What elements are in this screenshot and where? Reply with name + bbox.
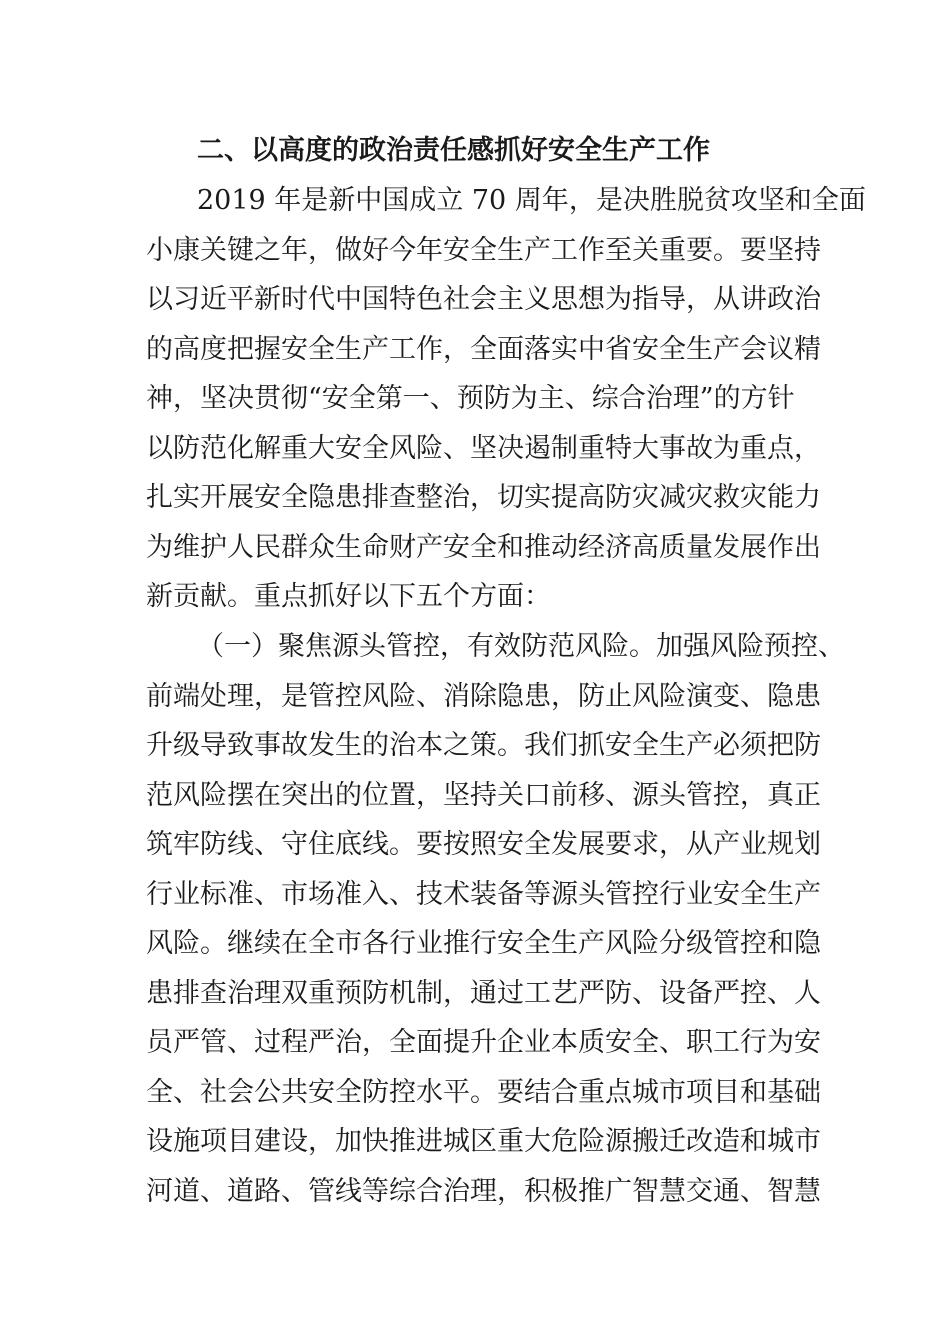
paragraph-1-line: 小康关键之年，做好今年安全生产工作至关重要。要坚持 xyxy=(146,235,821,266)
paragraph-1-line: 新贡献。重点抓好以下五个方面： xyxy=(146,581,551,612)
paragraph-2-line: （一）聚焦源头管控，有效防范风险。加强风险预控、 xyxy=(197,631,845,662)
paragraph-2-line: 河道、道路、管线等综合治理，积极推广智慧交通、智慧 xyxy=(146,1176,821,1207)
paragraph-2-line: 行业标准、市场准入、技术装备等源头管控行业安全生产 xyxy=(146,879,821,910)
section-heading: 二、以高度的政治责任感抓好安全生产工作 xyxy=(197,135,710,166)
paragraph-1-line: 扎实开展安全隐患排查整治，切实提高防灾减灾救灾能力 xyxy=(146,482,821,513)
paragraph-2-line: 风险。继续在全市各行业推行安全生产风险分级管控和隐 xyxy=(146,928,821,959)
paragraph-2-line: 范风险摆在突出的位置，坚持关口前移、源头管控，真正 xyxy=(146,780,821,811)
paragraph-1-line: 为维护人民群众生命财产安全和推动经济高质量发展作出 xyxy=(146,532,821,563)
paragraph-1-line: 的高度把握安全生产工作，全面落实中省安全生产会议精 xyxy=(146,334,821,365)
paragraph-1-line: 以习近平新时代中国特色社会主义思想为指导，从讲政治 xyxy=(146,284,821,315)
paragraph-2-line: 员严管、过程严治，全面提升企业本质安全、职工行为安 xyxy=(146,1027,821,1058)
paragraph-1-line: 以防范化解重大安全风险、坚决遏制重特大事故为重点， xyxy=(146,433,821,464)
paragraph-1-line: 神，坚决贯彻“安全第一、预防为主、综合治理”的方针 xyxy=(146,383,795,414)
paragraph-2-line: 升级导致事故发生的治本之策。我们抓安全生产必须把防 xyxy=(146,730,821,761)
paragraph-2-line: 筑牢防线、守住底线。要按照安全发展要求，从产业规划 xyxy=(146,829,821,860)
paragraph-2-line: 设施项目建设，加快推进城区重大危险源搬迁改造和城市 xyxy=(146,1126,821,1157)
paragraph-2-line: 全、社会公共安全防控水平。要结合重点城市项目和基础 xyxy=(146,1077,821,1108)
paragraph-2-line: 患排查治理双重预防机制，通过工艺严防、设备严控、人 xyxy=(146,978,821,1009)
paragraph-1-line: 2019 年是新中国成立 70 周年，是决胜脱贫攻坚和全面 xyxy=(197,185,866,216)
paragraph-2-line: 前端处理，是管控风险、消除隐患，防止风险演变、隐患 xyxy=(146,681,821,712)
